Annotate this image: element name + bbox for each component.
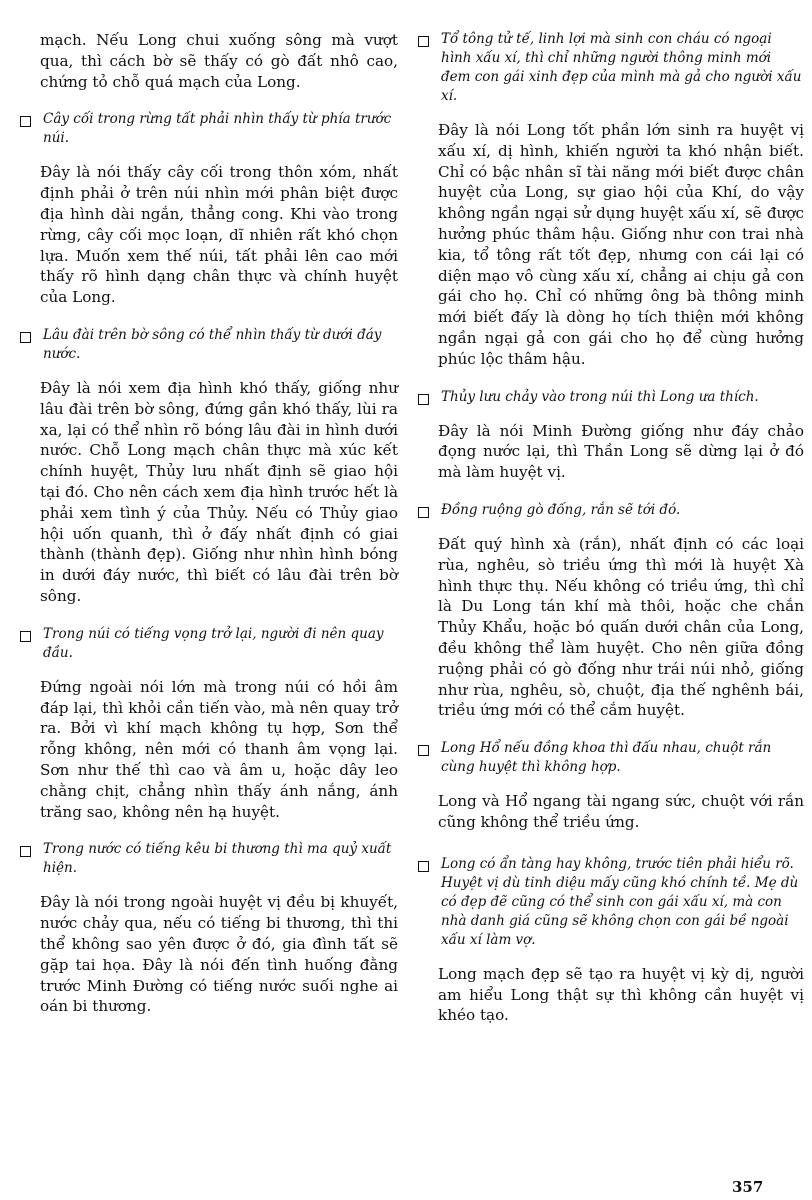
proverb-item — [412, 388, 804, 407]
checkbox-square-icon — [20, 116, 31, 127]
checkbox-square-icon — [418, 507, 429, 518]
proverb-text: Tổ tông tử tế, linh lợi mà sinh con cháu có ngoại hình xấu xí, thì chỉ những người thông minh mới đem con gái xinh đẹp của mình mà gả cho người xấu xí. — [441, 31, 802, 104]
checkbox-square-icon — [418, 36, 429, 47]
paragraph: Đây là nói Minh Đường giống như đáy chảo đọng nước lại, thì Thần Long sẽ dừng lại ở đó mà làm huyệt vị. — [438, 421, 804, 482]
paragraph: Long và Hổ ngang tài ngang sức, chuột với rắn cũng không thể triều ứng. — [438, 792, 804, 831]
proverb-item — [14, 326, 398, 364]
page-number: 357 — [732, 1178, 764, 1196]
proverb-text: Long có ẩn tàng hay không, trước tiên phải hiểu rõ. Huyệt vị dù tinh diệu mấy cũng khó chính tề. Mẹ dù có đẹp đẽ cũng có thể sinh con gái xấu xí, mà con nhà danh giá cũng sẽ không chọn con gái bề ngoài xấu xí làm vợ. — [441, 855, 799, 948]
paragraph: Đây là nói thấy cây cối trong thôn xóm, nhất định phải ở trên núi nhìn mới phân biệt được địa hình dài ngắn, thẳng cong. Khi vào trong rừng, cây cối mọc loạn, dĩ nhiên rất khó chọn lựa. Muốn xem thế núi, tất phải lên cao mới thấy rõ hình dạng chân thực và chính huyệt của Long. — [40, 163, 398, 307]
proverb-text: Đồng ruộng gò đống, rắn sẽ tới đó. — [441, 501, 681, 518]
proverb-text: Cây cối trong rừng tất phải nhìn thấy từ phía trước núi. — [43, 111, 392, 147]
right-column — [412, 30, 804, 1026]
left-column — [14, 30, 398, 1017]
paragraph: Đứng ngoài nói lớn mà trong núi có hồi âm đáp lại, thì khỏi cần tiến vào, mà nên quay trở ra. Bởi vì khí mạch không tụ hợp, Sơn thể rỗng không, nên mới có thanh âm vọng lại. Sơn như thế thì cao và âm u, hoặc dây leo chằng chịt, chẳng nhìn thấy ánh nắng, ánh trăng sao, không nên hạ huyệt. — [40, 677, 398, 821]
proverb-item — [412, 855, 804, 950]
paragraph: Đây là nói xem địa hình khó thấy, giống như lâu đài trên bờ sông, đứng gần khó thấy, lùi ra xa, lại có thể nhìn rõ bóng lâu đài in hình dưới nước. Chỗ Long mạch chân thực mà xúc kết chính huyệt, Thủy lưu nhất định sẽ giao hội tại đó. Cho nên cách xem địa hình trước hết là phải xem tình ý của Thủy. Nếu có Thủy giao hội uốn quanh, thì ở đấy nhất định có giai thành (thành đẹp). Giống như nhìn hình bóng in dưới đáy nước, thì biết có lâu đài trên bờ sông. — [40, 378, 398, 605]
proverb-text: Trong núi có tiếng vọng trở lại, người đi nên quay đầu. — [43, 625, 384, 661]
checkbox-square-icon — [418, 394, 429, 405]
proverb-text: Trong nước có tiếng kêu bi thương thì ma quỷ xuất hiện. — [43, 841, 392, 877]
paragraph: Long mạch đẹp sẽ tạo ra huyệt vị kỳ dị, người am hiểu Long thật sự thì không cần huyệt vị khéo tạo. — [438, 964, 804, 1025]
checkbox-square-icon — [418, 745, 429, 756]
paragraph: Đây là nói trong ngoài huyệt vị đều bị khuyết, nước chảy qua, nếu có tiếng bi thương, thì thi thể không sao yên được ở đó, gia đình tất sẽ gặp tai họa. Đây là nói đến tình huống đằng trước Minh Đường có tiếng nước suối nghe ai oán bi thương. — [40, 893, 398, 1016]
proverb-text: Thủy lưu chảy vào trong núi thì Long ưa thích. — [441, 388, 759, 405]
checkbox-square-icon — [20, 846, 31, 857]
proverb-item — [412, 30, 804, 106]
proverb-item — [14, 110, 398, 148]
checkbox-square-icon — [20, 631, 31, 642]
checkbox-square-icon — [20, 332, 31, 343]
paragraph: Đất quý hình xà (rắn), nhất định có các loại rùa, nghêu, sò triều ứng thì mới là huyệt Xà hình thực thụ. Nếu không có triều ứng, thì chỉ là Du Long tán khí mà thôi, hoặc che chắn Thủy Khẩu, hoặc bó quấn dưới chân của Long, đều không thể làm huyệt. Cho nên giữa đồng ruộng phải có gò đống như trái núi nhỏ, giống như rùa, nghêu, sò, chuột, địa thế nghênh bái, triều ứng mới có thể cắm huyệt. — [438, 534, 804, 720]
proverb-item — [14, 625, 398, 663]
checkbox-square-icon — [418, 861, 429, 872]
paragraph: Đây là nói Long tốt phần lớn sinh ra huyệt vị xấu xí, dị hình, khiến người ta khó nhận biết. Chỉ có bậc nhân sĩ tài năng mới biết được chân huyệt của Long, sự giao hội của Khí, do vậy không ngần ngại sử dụng huyệt xấu xí, sẽ được hưởng phúc thâm hậu. Giống như con trai nhà kia, tổ tông rất tốt đẹp, nhưng con cái lại có diện mạo vô cùng xấu xí, chẳng ai chịu gả con gái cho họ. Chỉ có những ông bà thông minh mới biết đấy là dòng họ tích thiện mới không ngần ngại gả con gái cho họ để cùng hưởng phúc lộc thâm hậu. — [438, 121, 804, 368]
proverb-item — [412, 739, 804, 777]
proverb-item — [14, 840, 398, 878]
proverb-text: Long Hổ nếu đồng khoa thì đấu nhau, chuột rắn cùng huyệt thì không hợp. — [441, 740, 772, 776]
paragraph: mạch. Nếu Long chui xuống sông mà vượt qua, thì cách bờ sẽ thấy có gò đất nhô cao, chứng tỏ chỗ quá mạch của Long. — [40, 31, 398, 91]
proverb-text: Lâu đài trên bờ sông có thể nhìn thấy từ dưới đáy nước. — [43, 326, 382, 362]
proverb-item — [412, 501, 804, 520]
